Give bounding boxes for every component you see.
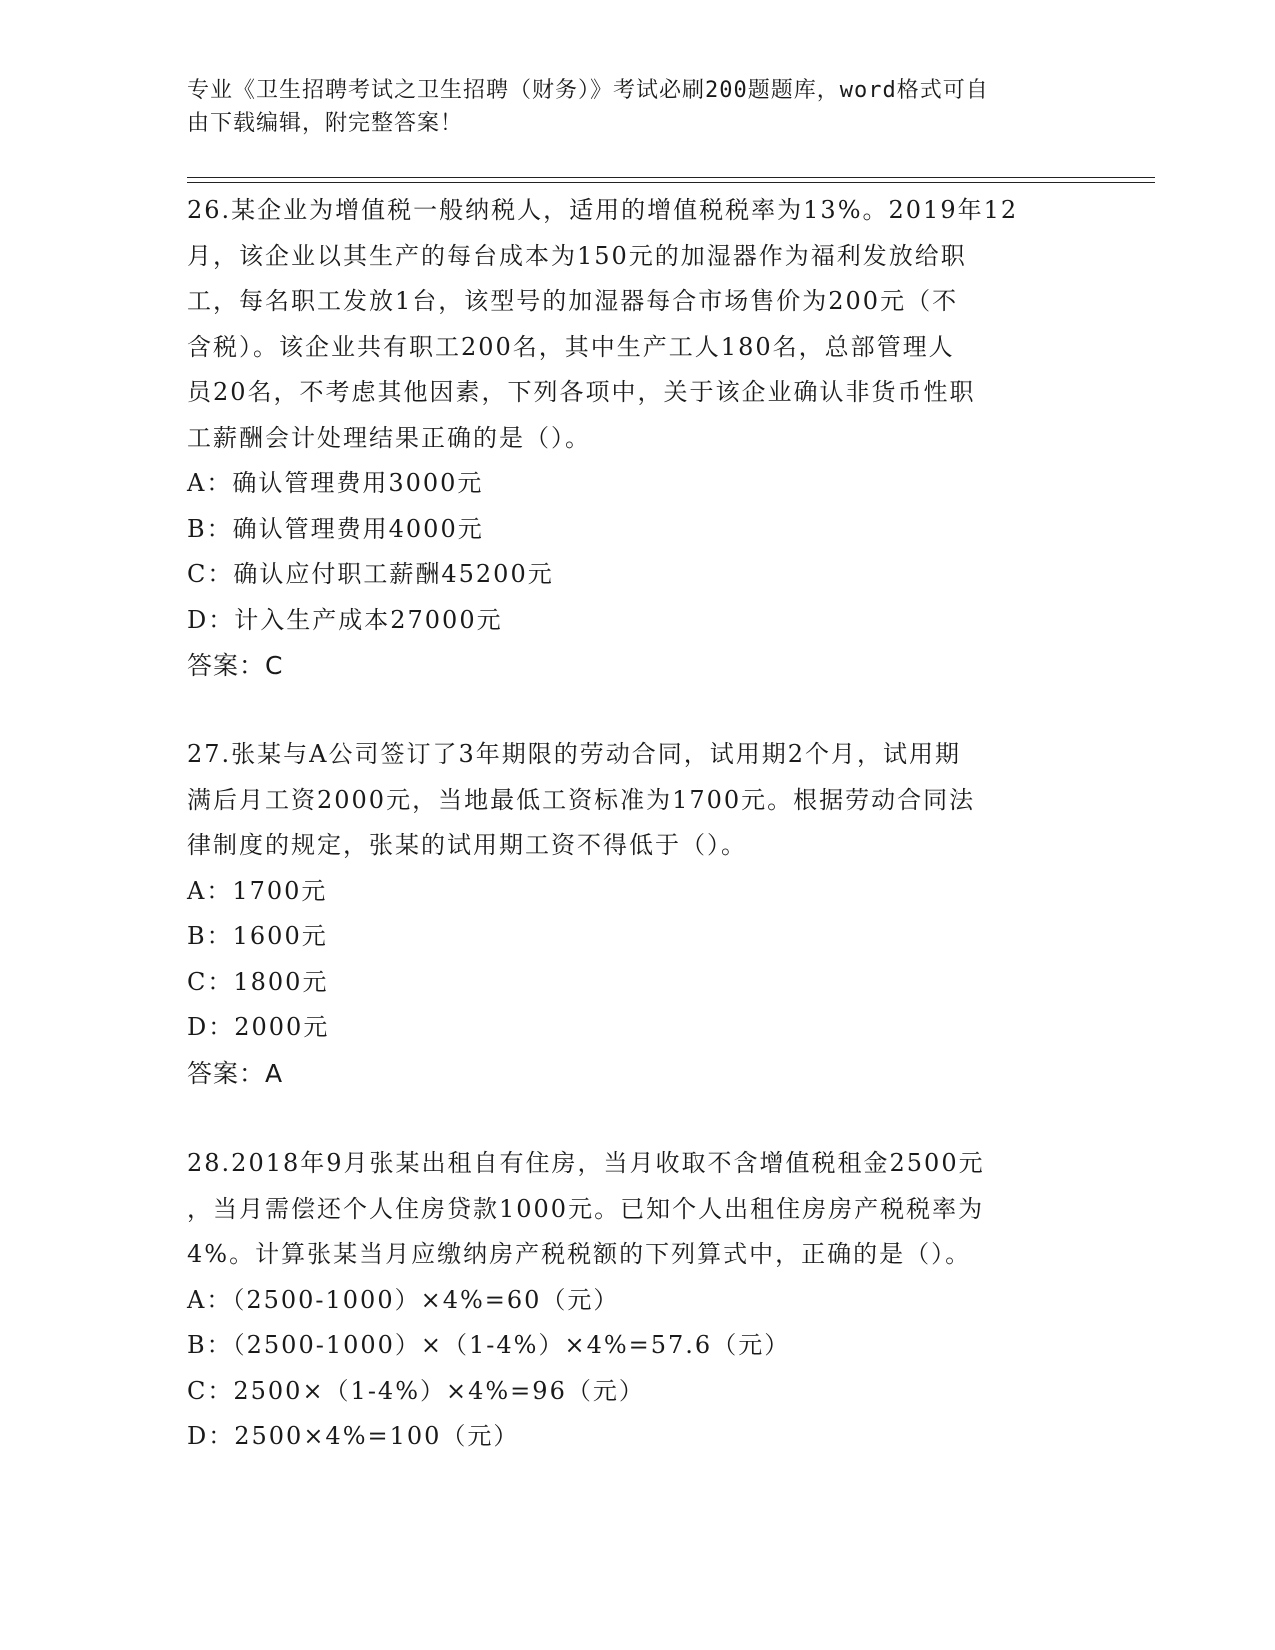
option-d: D：2500×4%=100（元）	[187, 1422, 520, 1450]
stem-line: 满后月工资2000元，当地最低工资标准为1700元。根据劳动合同法	[187, 785, 976, 814]
stem-line: 月，该企业以其生产的每台成本为150元的加湿器作为福利发放给职	[187, 241, 967, 270]
document-header	[187, 74, 1087, 140]
question-27	[187, 732, 1087, 1096]
option-a: A：（2500-1000）×4%=60（元）	[187, 1285, 620, 1314]
question-26	[187, 188, 1087, 689]
option-d: D：计入生产成本27000元	[187, 605, 503, 634]
option-a: A：1700元	[187, 876, 328, 905]
question-stem	[187, 732, 1067, 869]
option-c: C：1800元	[187, 967, 329, 996]
question-28	[187, 1141, 1087, 1460]
header-divider	[187, 182, 1155, 183]
stem-line: 27.张某与A公司签订了3年期限的劳动合同，试用期2个月，试用期	[187, 740, 962, 768]
question-stem	[187, 1141, 1067, 1278]
header-line: 专业《卫生招聘考试之卫生招聘（财务）》考试必刷200题题库，word格式可自	[187, 78, 989, 103]
header-line: 由下载编辑，附完整答案！	[187, 111, 464, 136]
stem-line: 含税）。该企业共有职工200名，其中生产工人180名，总部管理人	[187, 332, 955, 361]
stem-line: ，当月需偿还个人住房贷款1000元。已知个人出租住房房产税税率为	[187, 1194, 985, 1223]
stem-line: 26.某企业为增值税一般纳税人，适用的增值税税率为13%。2019年12	[187, 196, 1019, 224]
option-b: B：确认管理费用4000元	[187, 514, 484, 543]
option-c: C：确认应付职工薪酬45200元	[187, 560, 554, 588]
stem-line: 工，每名职工发放1台，该型号的加湿器每合市场售价为200元（不	[187, 287, 959, 315]
stem-line: 28.2018年9月张某出租自有住房，当月收取不含增值税租金2500元	[187, 1149, 985, 1177]
option-a: A：确认管理费用3000元	[187, 469, 484, 497]
answer-label: 答案：A	[187, 1058, 284, 1088]
stem-line: 律制度的规定，张某的试用期工资不得低于（）。	[187, 831, 747, 859]
option-b: B：1600元	[187, 922, 328, 950]
option-d: D：2000元	[187, 1013, 330, 1041]
answer-label: 答案：C	[187, 651, 284, 680]
question-stem	[187, 188, 1067, 461]
option-b: B：（2500-1000）×（1-4%）×4%=57.6（元）	[187, 1331, 791, 1359]
header-divider	[187, 177, 1155, 178]
stem-line: 4%。计算张某当月应缴纳房产税税额的下列算式中，正确的是（）。	[187, 1240, 972, 1268]
stem-line: 员20名，不考虑其他因素，下列各项中，关于该企业确认非货币性职	[187, 378, 976, 406]
stem-line: 工薪酬会计处理结果正确的是（）。	[187, 423, 591, 452]
option-c: C：2500×（1-4%）×4%=96（元）	[187, 1376, 645, 1405]
